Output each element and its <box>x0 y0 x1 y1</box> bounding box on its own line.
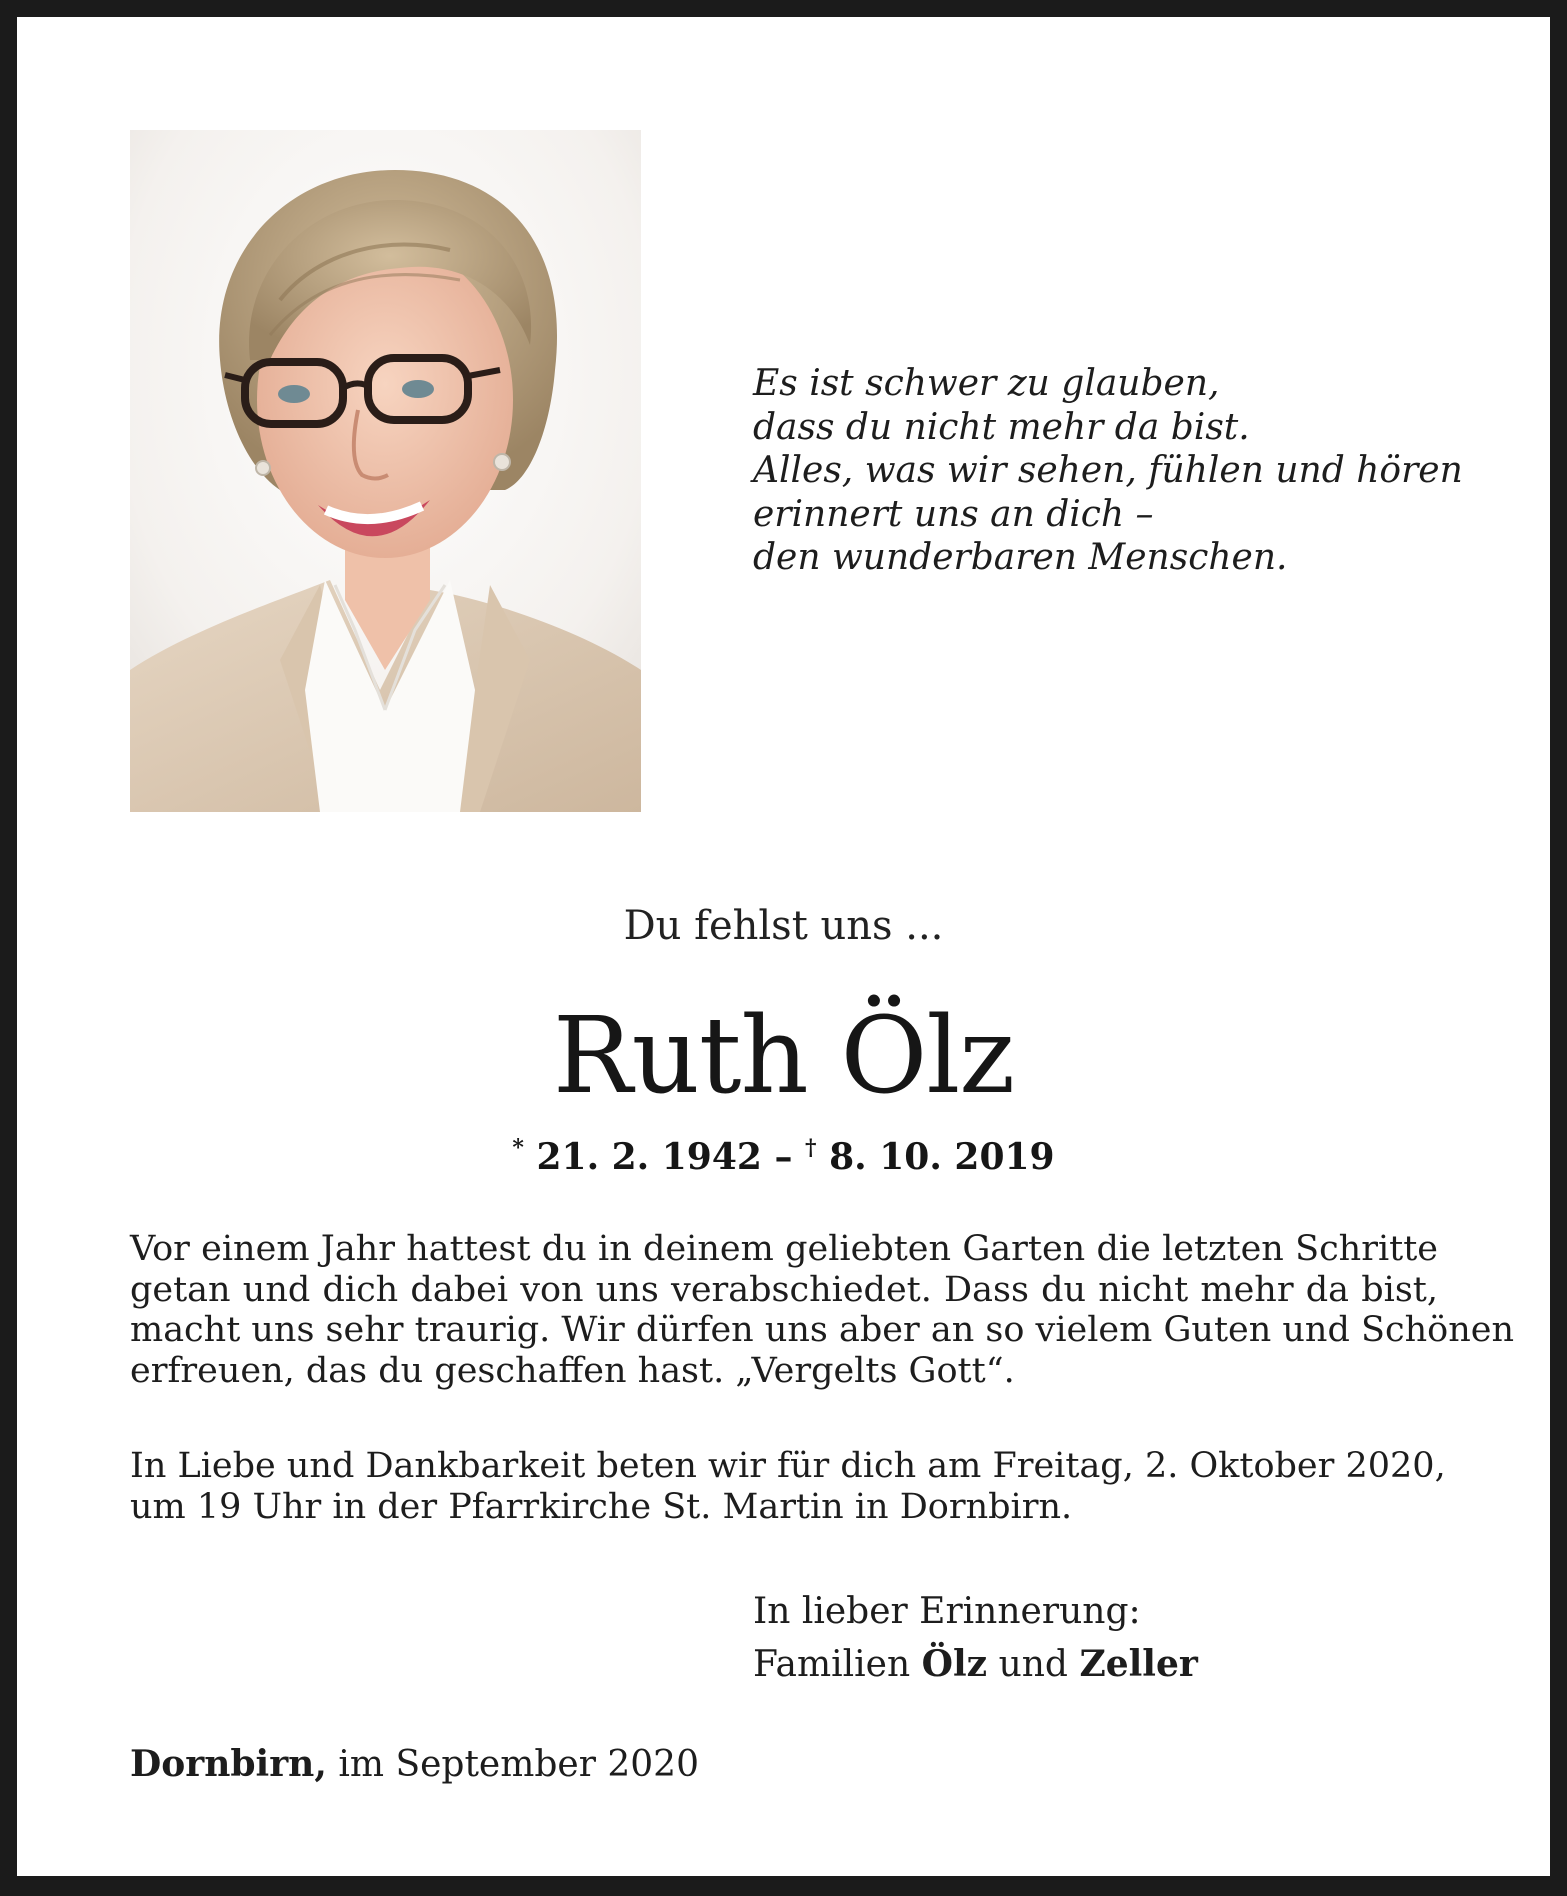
place-city: Dornbirn, <box>130 1743 327 1785</box>
place-date <box>130 1738 699 1791</box>
deceased-name: Ruth Ölz <box>552 994 1015 1117</box>
paragraph-line: um 19 Uhr in der Pfarrkirche St. Martin in Dornbirn. <box>130 1486 1073 1527</box>
paragraph-memory <box>130 1229 1514 1391</box>
poem-line: Es ist schwer zu glauben, <box>753 363 1220 404</box>
headline: Du fehlst uns ... <box>623 903 944 949</box>
death-mark: † <box>805 1135 817 1161</box>
family-prefix: Familien <box>753 1644 911 1685</box>
paragraph-line: Vor einem Jahr hattest du in deinem geliebten Garten die letzten Schritte <box>130 1229 1438 1269</box>
paragraph-line: erfreuen, das du geschaffen hast. „Vergelts Gott“. <box>130 1350 1015 1391</box>
poem-line: erinnert uns an dich – <box>753 493 1154 535</box>
family-line <box>753 1638 1198 1691</box>
family-name: Zeller <box>1079 1643 1198 1685</box>
portrait-illustration <box>130 130 641 812</box>
birth-date: 21. 2. 1942 <box>536 1136 762 1178</box>
closing-signature <box>753 1585 1198 1691</box>
closing-line: In lieber Erinnerung: <box>753 1591 1141 1632</box>
family-name: Ölz <box>921 1643 988 1685</box>
poem-line: dass du nicht mehr da bist. <box>753 406 1250 448</box>
family-conjunction: und <box>998 1644 1068 1685</box>
portrait-photo <box>130 130 641 812</box>
paragraph-service <box>130 1446 1446 1527</box>
poem <box>753 362 1463 580</box>
life-dates <box>0 1120 1567 1185</box>
place-month: im September 2020 <box>338 1744 699 1785</box>
poem-line: Alles, was wir sehen, fühlen und hören <box>753 450 1463 491</box>
poem-line: den wunderbaren Menschen. <box>753 537 1288 578</box>
birth-mark: * <box>512 1135 524 1161</box>
date-separator: – <box>774 1136 793 1178</box>
paragraph-line: In Liebe und Dankbarkeit beten wir für dich am Freitag, 2. Oktober 2020, <box>130 1446 1446 1486</box>
paragraph-line: macht uns sehr traurig. Wir dürfen uns aber an so vielem Guten und Schönen <box>130 1310 1514 1350</box>
paragraph-line: getan und dich dabei von uns verabschiedet. Dass du nicht mehr da bist, <box>130 1269 1438 1310</box>
death-date: 8. 10. 2019 <box>829 1136 1055 1178</box>
